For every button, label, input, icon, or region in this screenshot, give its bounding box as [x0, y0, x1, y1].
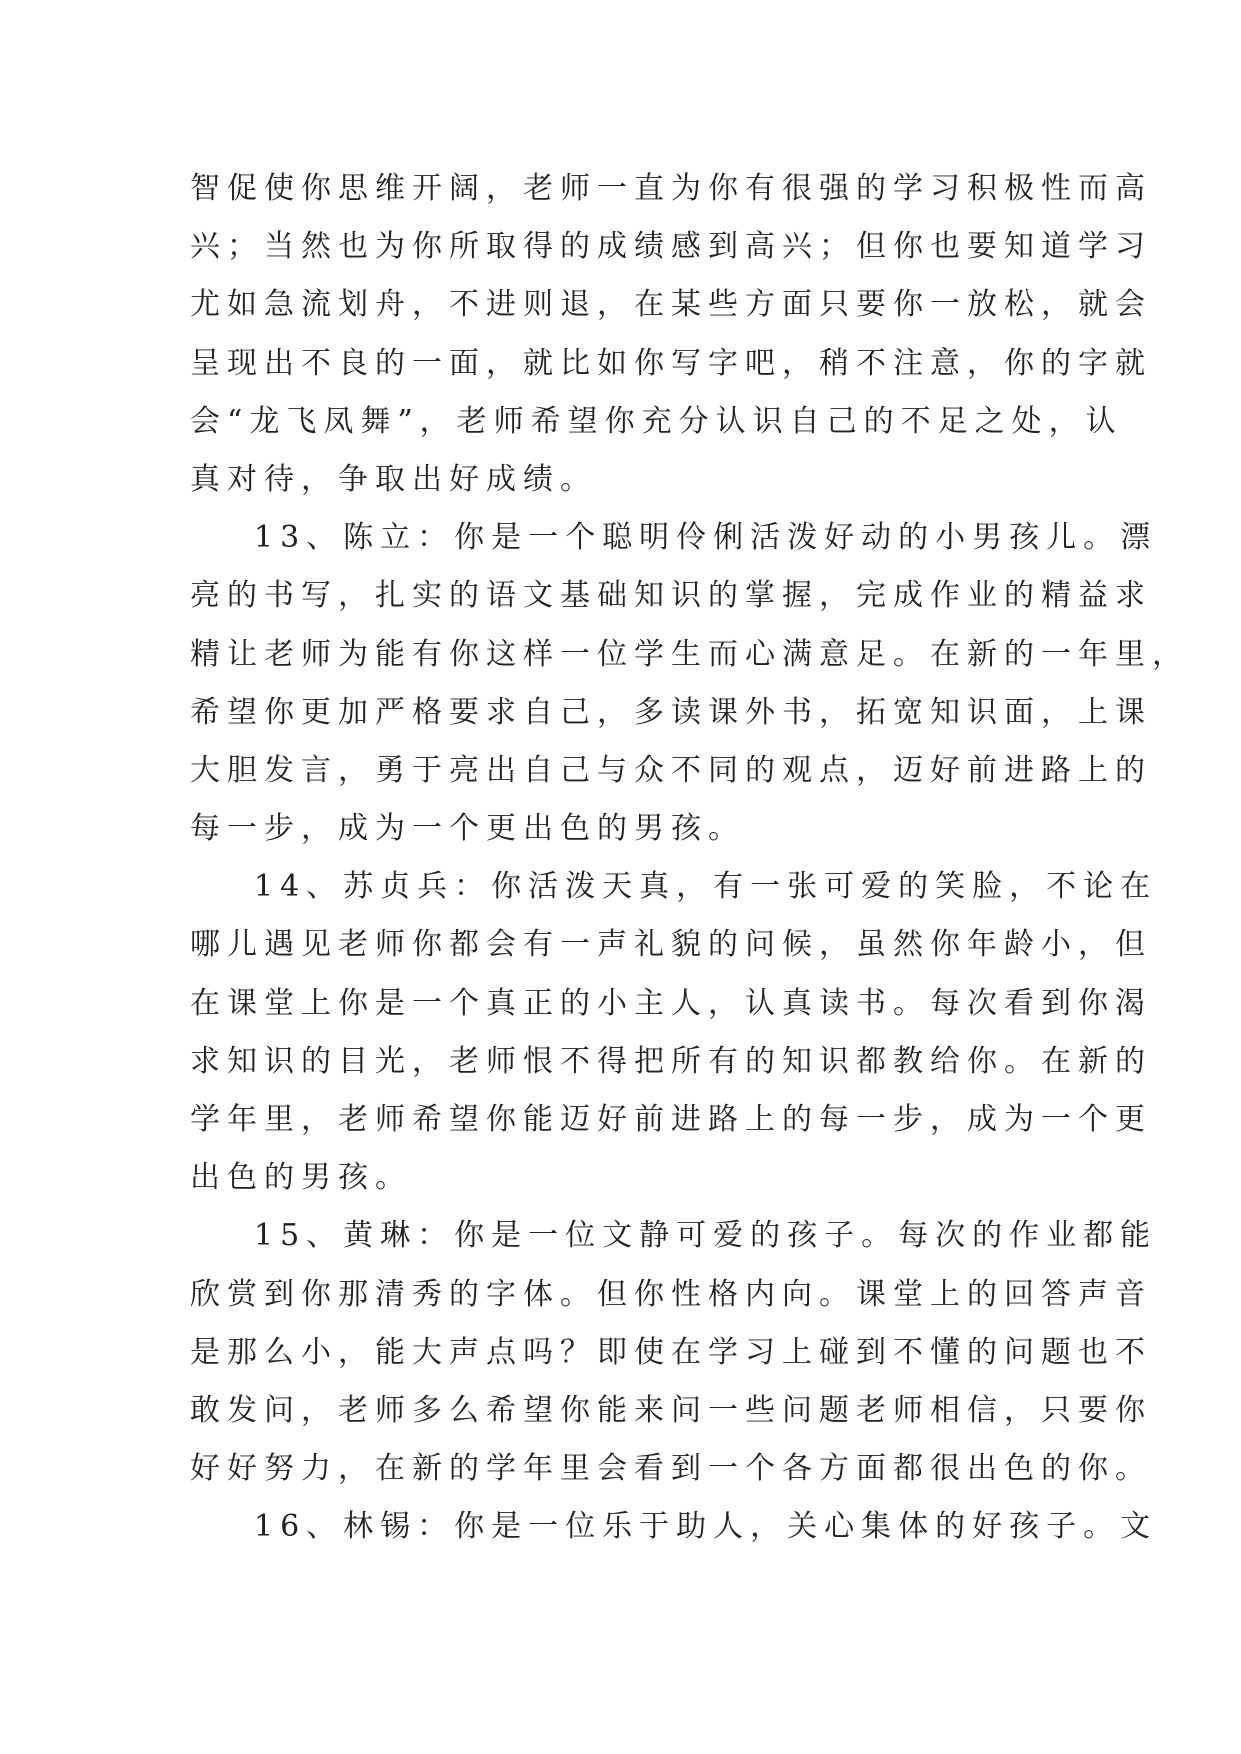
document-body — [190, 160, 1189, 1557]
text-line: 求知识的目光，老师恨不得把所有的知识都教给你。在新的 — [190, 1043, 1152, 1079]
text-line: 欣赏到你那清秀的字体。但你性格内向。课堂上的回答声音 — [190, 1276, 1152, 1312]
text-line: 敢发问，老师多么希望你能来问一些问题老师相信，只要你 — [190, 1392, 1152, 1428]
text-line: 兴；当然也为你所取得的成绩感到高兴；但你也要知道学习 — [190, 229, 1152, 265]
text-line: 是那么小，能大声点吗？即使在学习上碰到不懂的问题也不 — [190, 1334, 1152, 1370]
text-line: 会“龙飞凤舞”，老师希望你充分认识自己的不足之处，认 — [190, 403, 1123, 439]
text-line: 呈现出不良的一面，就比如你写字吧，稍不注意，你的字就 — [190, 345, 1152, 381]
text-line: 每一步，成为一个更出色的男孩。 — [190, 811, 745, 847]
paragraph-15-first-line: 15、黄琳：你是一位文静可爱的孩子。每次的作业都能 — [254, 1218, 1158, 1254]
paragraph-14-first-line: 14、苏贞兵：你活泼天真，有一张可爱的笑脸，不论在 — [254, 869, 1158, 905]
text-line: 在课堂上你是一个真正的小主人，认真读书。每次看到你渴 — [190, 985, 1152, 1021]
paragraph-16-first-line: 16、林锡：你是一位乐于助人，关心集体的好孩子。文 — [254, 1509, 1158, 1545]
text-line: 好好努力，在新的学年里会看到一个各方面都很出色的你。 — [190, 1451, 1152, 1487]
text-line: 出色的男孩。 — [190, 1160, 412, 1196]
text-line: 学年里，老师希望你能迈好前进路上的每一步，成为一个更 — [190, 1102, 1152, 1137]
text-line: 精让老师为能有你这样一位学生而心满意足。在新的一年里， — [190, 636, 1189, 672]
text-line: 智促使你思维开阔，老师一直为你有很强的学习积极性而高 — [190, 171, 1152, 206]
text-line: 亮的书写，扎实的语文基础知识的掌握，完成作业的精益求 — [190, 578, 1152, 614]
text-line: 真对待，争取出好成绩。 — [190, 461, 597, 497]
paragraph-13-first-line: 13、陈立：你是一个聪明伶俐活泼好动的小男孩儿。漂 — [254, 520, 1158, 556]
text-line: 尤如急流划舟，不进则退，在某些方面只要你一放松，就会 — [190, 287, 1152, 323]
text-line: 大胆发言，勇于亮出自己与众不同的观点，迈好前进路上的 — [190, 752, 1152, 788]
text-line: 希望你更加严格要求自己，多读课外书，拓宽知识面，上课 — [190, 694, 1152, 730]
text-line: 哪儿遇见老师你都会有一声礼貌的问候，虽然你年龄小，但 — [190, 927, 1152, 963]
